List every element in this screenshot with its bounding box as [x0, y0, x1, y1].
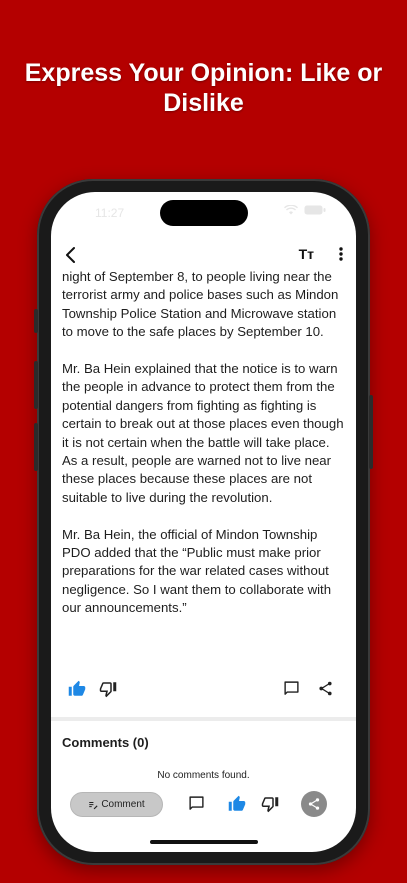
- write-comment-button[interactable]: [70, 792, 163, 817]
- promo-headline: [0, 58, 407, 118]
- thumbs-up-icon: [228, 795, 246, 813]
- silent-switch: [34, 309, 38, 333]
- bottom-comment-button[interactable]: [188, 795, 205, 817]
- chevron-left-icon: [63, 244, 79, 266]
- volume-up-button: [34, 361, 38, 409]
- share-fab-button[interactable]: [301, 791, 327, 817]
- reaction-bar: [51, 678, 356, 708]
- share-button[interactable]: [317, 680, 334, 702]
- more-options-button[interactable]: [338, 246, 344, 267]
- like-button[interactable]: [68, 680, 86, 703]
- headline-line-2: Dislike: [163, 89, 244, 117]
- thumbs-down-icon: [261, 795, 279, 813]
- share-icon: [307, 797, 321, 811]
- thumbs-up-icon: [68, 680, 86, 698]
- home-indicator: [150, 840, 258, 844]
- headline-line-1: Express Your Opinion: Like or: [24, 59, 383, 87]
- share-icon: [317, 680, 334, 697]
- comment-icon: [283, 680, 300, 697]
- bottom-action-bar: [51, 792, 356, 822]
- comments-heading: Comments (0): [62, 735, 149, 750]
- section-divider: [51, 717, 356, 721]
- status-time: 11:27: [95, 206, 125, 220]
- volume-down-button: [34, 423, 38, 471]
- comment-button-label: Comment: [101, 799, 145, 810]
- back-button[interactable]: [63, 244, 79, 271]
- comment-icon: [188, 795, 205, 812]
- more-vertical-icon: [338, 246, 344, 262]
- edit-note-icon: [88, 800, 98, 810]
- font-size-button[interactable]: Tт: [298, 246, 314, 262]
- bottom-dislike-button[interactable]: [261, 795, 279, 818]
- dislike-button[interactable]: [99, 680, 117, 703]
- bottom-like-button[interactable]: [228, 795, 246, 818]
- phone-frame: [37, 179, 370, 865]
- article-paragraph-3: Mr. Ba Hein, the official of Mindon Township PDO added that the “Public must make prior preparations for the war related cases without negligence. So I want them to collaborate with our announcements.”: [62, 526, 332, 616]
- thumbs-down-icon: [99, 680, 117, 698]
- app-screen: [51, 192, 356, 852]
- battery-icon: [304, 205, 326, 215]
- article-body: [62, 268, 344, 636]
- status-icons: [284, 205, 326, 215]
- no-comments-message: No comments found.: [157, 770, 250, 781]
- dynamic-island: [160, 200, 248, 226]
- power-button: [369, 395, 373, 469]
- comment-icon-button[interactable]: [283, 680, 300, 702]
- wifi-icon: [284, 205, 298, 215]
- article-paragraph-1: night of September 8, to people living near the terrorist army and police bases such as Mindon Township Police Station and Microwave station to move to the safe places by September 10.: [62, 269, 339, 340]
- article-paragraph-2: Mr. Ba Hein explained that the notice is to warn the people in advance to protect them from the potential dangers from fighting as fighting is certain to break out at those places even though it is not certain when the battle will take place. As a result, people are warned not to live near these places because these places are not suitable to live during the revolution.: [62, 361, 344, 505]
